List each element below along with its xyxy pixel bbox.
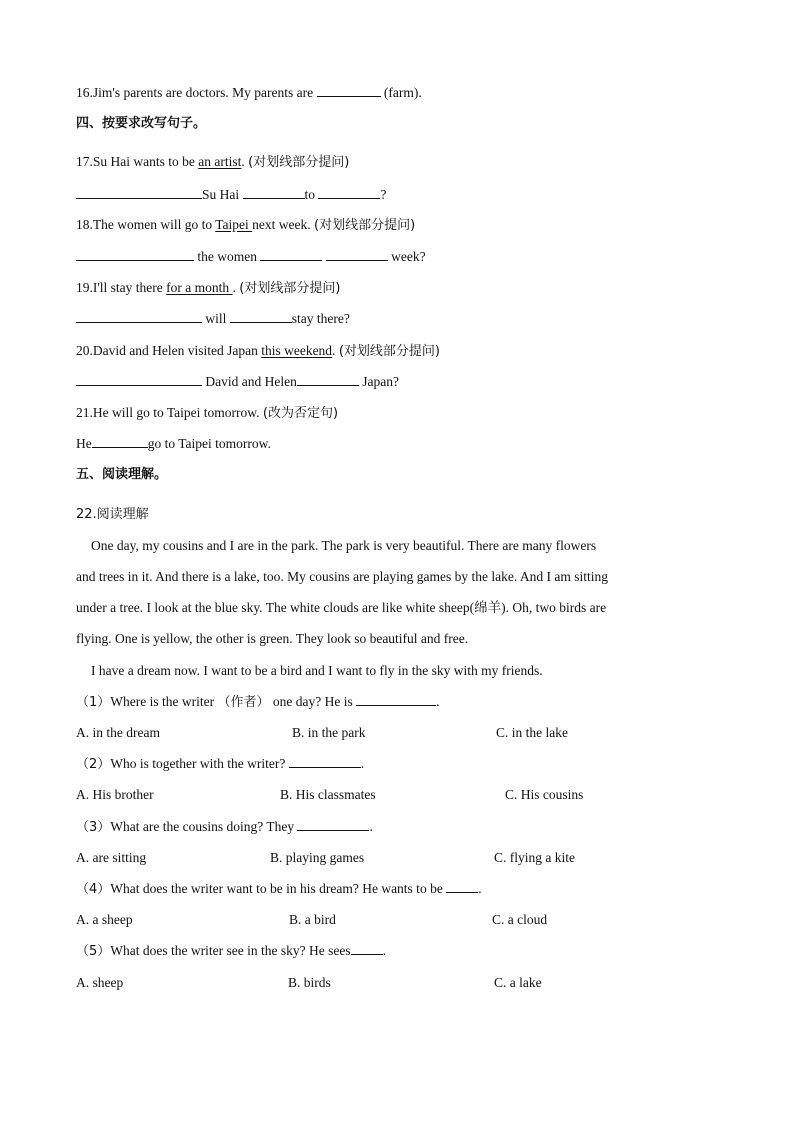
sub4-option-b[interactable]: B. a bird (289, 912, 336, 927)
sub1-period: . (436, 694, 440, 709)
q18-prefix: 18.The women will go to (76, 217, 216, 232)
a17-text-1: Su Hai (202, 187, 243, 202)
a18-blank-1[interactable] (76, 248, 194, 261)
sub5-text-a: What does the writer see in the sky? He sees (110, 943, 351, 958)
sub4-option-a[interactable]: A. a sheep (76, 912, 133, 927)
a17-text-2: to (304, 187, 319, 202)
q18-instruction: (对划线部分提问) (314, 218, 416, 233)
sub1-option-c[interactable]: C. in the lake (496, 725, 568, 740)
question-16 (76, 84, 422, 102)
passage-line-4: flying. One is yellow, the other is green. They look so beautiful and free. (76, 631, 469, 646)
q19-instruction: (对划线部分提问) (239, 281, 341, 296)
passage-line-1: One day, my cousins and I are in the park. The park is very beautiful. There are many flowers (91, 538, 597, 553)
a19-blank-2[interactable] (230, 310, 292, 323)
sub1-option-b[interactable]: B. in the park (292, 725, 366, 740)
sub1-text-a: Where is the writer (110, 694, 218, 709)
q20-underlined: this weekend (261, 343, 333, 358)
passage-line-2: and trees in it. And there is a lake, too. My cousins are playing games by the lake. And I am sitting (76, 569, 609, 584)
a19-text-1: will (202, 311, 230, 326)
q19-suffix: . (232, 280, 240, 295)
a21-text-1: He (76, 436, 92, 451)
a18-text-2: week? (387, 249, 426, 264)
sub3-option-c[interactable]: C. flying a kite (494, 850, 575, 865)
sub5-period: . (382, 943, 386, 958)
q21-text: 21.He will go to Taipei tomorrow. (76, 405, 263, 420)
subquestion-4 (76, 880, 482, 899)
sub4-period: . (478, 881, 482, 896)
question-19 (76, 279, 340, 298)
q19-underlined: for a month (166, 280, 233, 295)
passage-line-3: under a tree. I look at the blue sky. The white clouds are like white sheep(绵羊). Oh, two birds are (76, 600, 607, 615)
sub3-option-a[interactable]: A. are sitting (76, 850, 147, 865)
sub5-number: （5） (76, 944, 111, 959)
sub5-option-b[interactable]: B. birds (288, 975, 331, 990)
q20-suffix: . (332, 343, 339, 358)
subquestion-3 (76, 818, 373, 837)
a18-blank-3[interactable] (326, 248, 388, 261)
subquestion-5 (76, 942, 386, 961)
sub4-number: （4） (76, 882, 111, 897)
question-17 (76, 153, 349, 172)
a20-text-2: Japan? (358, 374, 399, 389)
sub2-text-a: Who is together with the writer? (110, 756, 289, 771)
answer-19 (76, 310, 350, 328)
passage-line-5: I have a dream now. I want to be a bird and I want to fly in the sky with my friends. (91, 663, 543, 678)
q16-text: 16.Jim's parents are doctors. My parents are (76, 85, 317, 100)
sub2-option-a[interactable]: A. His brother (76, 787, 154, 802)
a18-blank-2[interactable] (260, 248, 322, 261)
a17-blank-2[interactable] (243, 186, 305, 199)
answer-18 (76, 248, 426, 266)
q18-suffix: next week. (252, 217, 315, 232)
sub3-option-b[interactable]: B. playing games (270, 850, 365, 865)
a17-blank-3[interactable] (318, 186, 380, 199)
section-4-heading: 四、按要求改写句子。 (76, 116, 207, 131)
sub3-number: （3） (76, 820, 111, 835)
sub3-blank[interactable] (297, 818, 369, 831)
answer-17 (76, 186, 386, 204)
q16-blank[interactable] (317, 84, 381, 97)
a19-text-2: stay there? (291, 311, 350, 326)
question-22-title: 22.阅读理解 (76, 507, 149, 522)
sub4-option-c[interactable]: C. a cloud (492, 912, 548, 927)
a19-blank-1[interactable] (76, 310, 202, 323)
a20-blank-2[interactable] (297, 373, 359, 386)
sub5-option-a[interactable]: A. sheep (76, 975, 124, 990)
question-18 (76, 216, 415, 235)
answer-20 (76, 373, 399, 391)
sub4-blank[interactable] (446, 880, 478, 893)
a17-text-3: ? (380, 187, 387, 202)
sub2-option-b[interactable]: B. His classmates (280, 787, 376, 802)
sub1-paren: （作者） (217, 695, 270, 710)
sub1-blank[interactable] (356, 693, 436, 706)
question-21 (76, 404, 338, 423)
q19-prefix: 19.I'll stay there (76, 280, 167, 295)
a21-text-2: go to Taipei tomorrow. (147, 436, 271, 451)
q18-underlined: Taipei (215, 217, 253, 232)
a20-text-1: David and Helen (202, 374, 297, 389)
q16-hint: (farm). (380, 85, 422, 100)
sub1-option-a[interactable]: A. in the dream (76, 725, 160, 740)
q17-instruction: (对划线部分提问) (248, 155, 350, 170)
q17-suffix: . (241, 154, 249, 169)
sub2-option-c[interactable]: C. His cousins (505, 787, 584, 802)
subquestion-1 (76, 693, 439, 712)
sub5-option-c[interactable]: C. a lake (494, 975, 542, 990)
subquestion-2 (76, 755, 364, 774)
sub2-number: （2） (76, 757, 111, 772)
q20-instruction: (对划线部分提问) (338, 344, 440, 359)
q17-underlined: an artist (198, 154, 242, 169)
sub2-blank[interactable] (289, 755, 361, 768)
a18-text-1: the women (194, 249, 261, 264)
a17-blank-1[interactable] (76, 186, 202, 199)
sub3-text-a: What are the cousins doing? They (110, 819, 298, 834)
a20-blank-1[interactable] (76, 373, 202, 386)
sub1-number: （1） (76, 695, 111, 710)
sub3-period: . (369, 819, 373, 834)
q21-instruction: (改为否定句) (262, 406, 339, 421)
q20-prefix: 20.David and Helen visited Japan (76, 343, 262, 358)
sub4-text-a: What does the writer want to be in his dream? He wants to be (110, 881, 447, 896)
a21-blank-1[interactable] (92, 435, 148, 448)
sub1-text-b: one day? He is (269, 694, 357, 709)
q17-prefix: 17.Su Hai wants to be (76, 154, 199, 169)
answer-21 (76, 435, 271, 453)
question-20 (76, 342, 440, 361)
sub2-period: . (360, 756, 365, 771)
sub5-blank[interactable] (351, 942, 383, 955)
section-5-heading: 五、阅读理解。 (76, 467, 168, 482)
